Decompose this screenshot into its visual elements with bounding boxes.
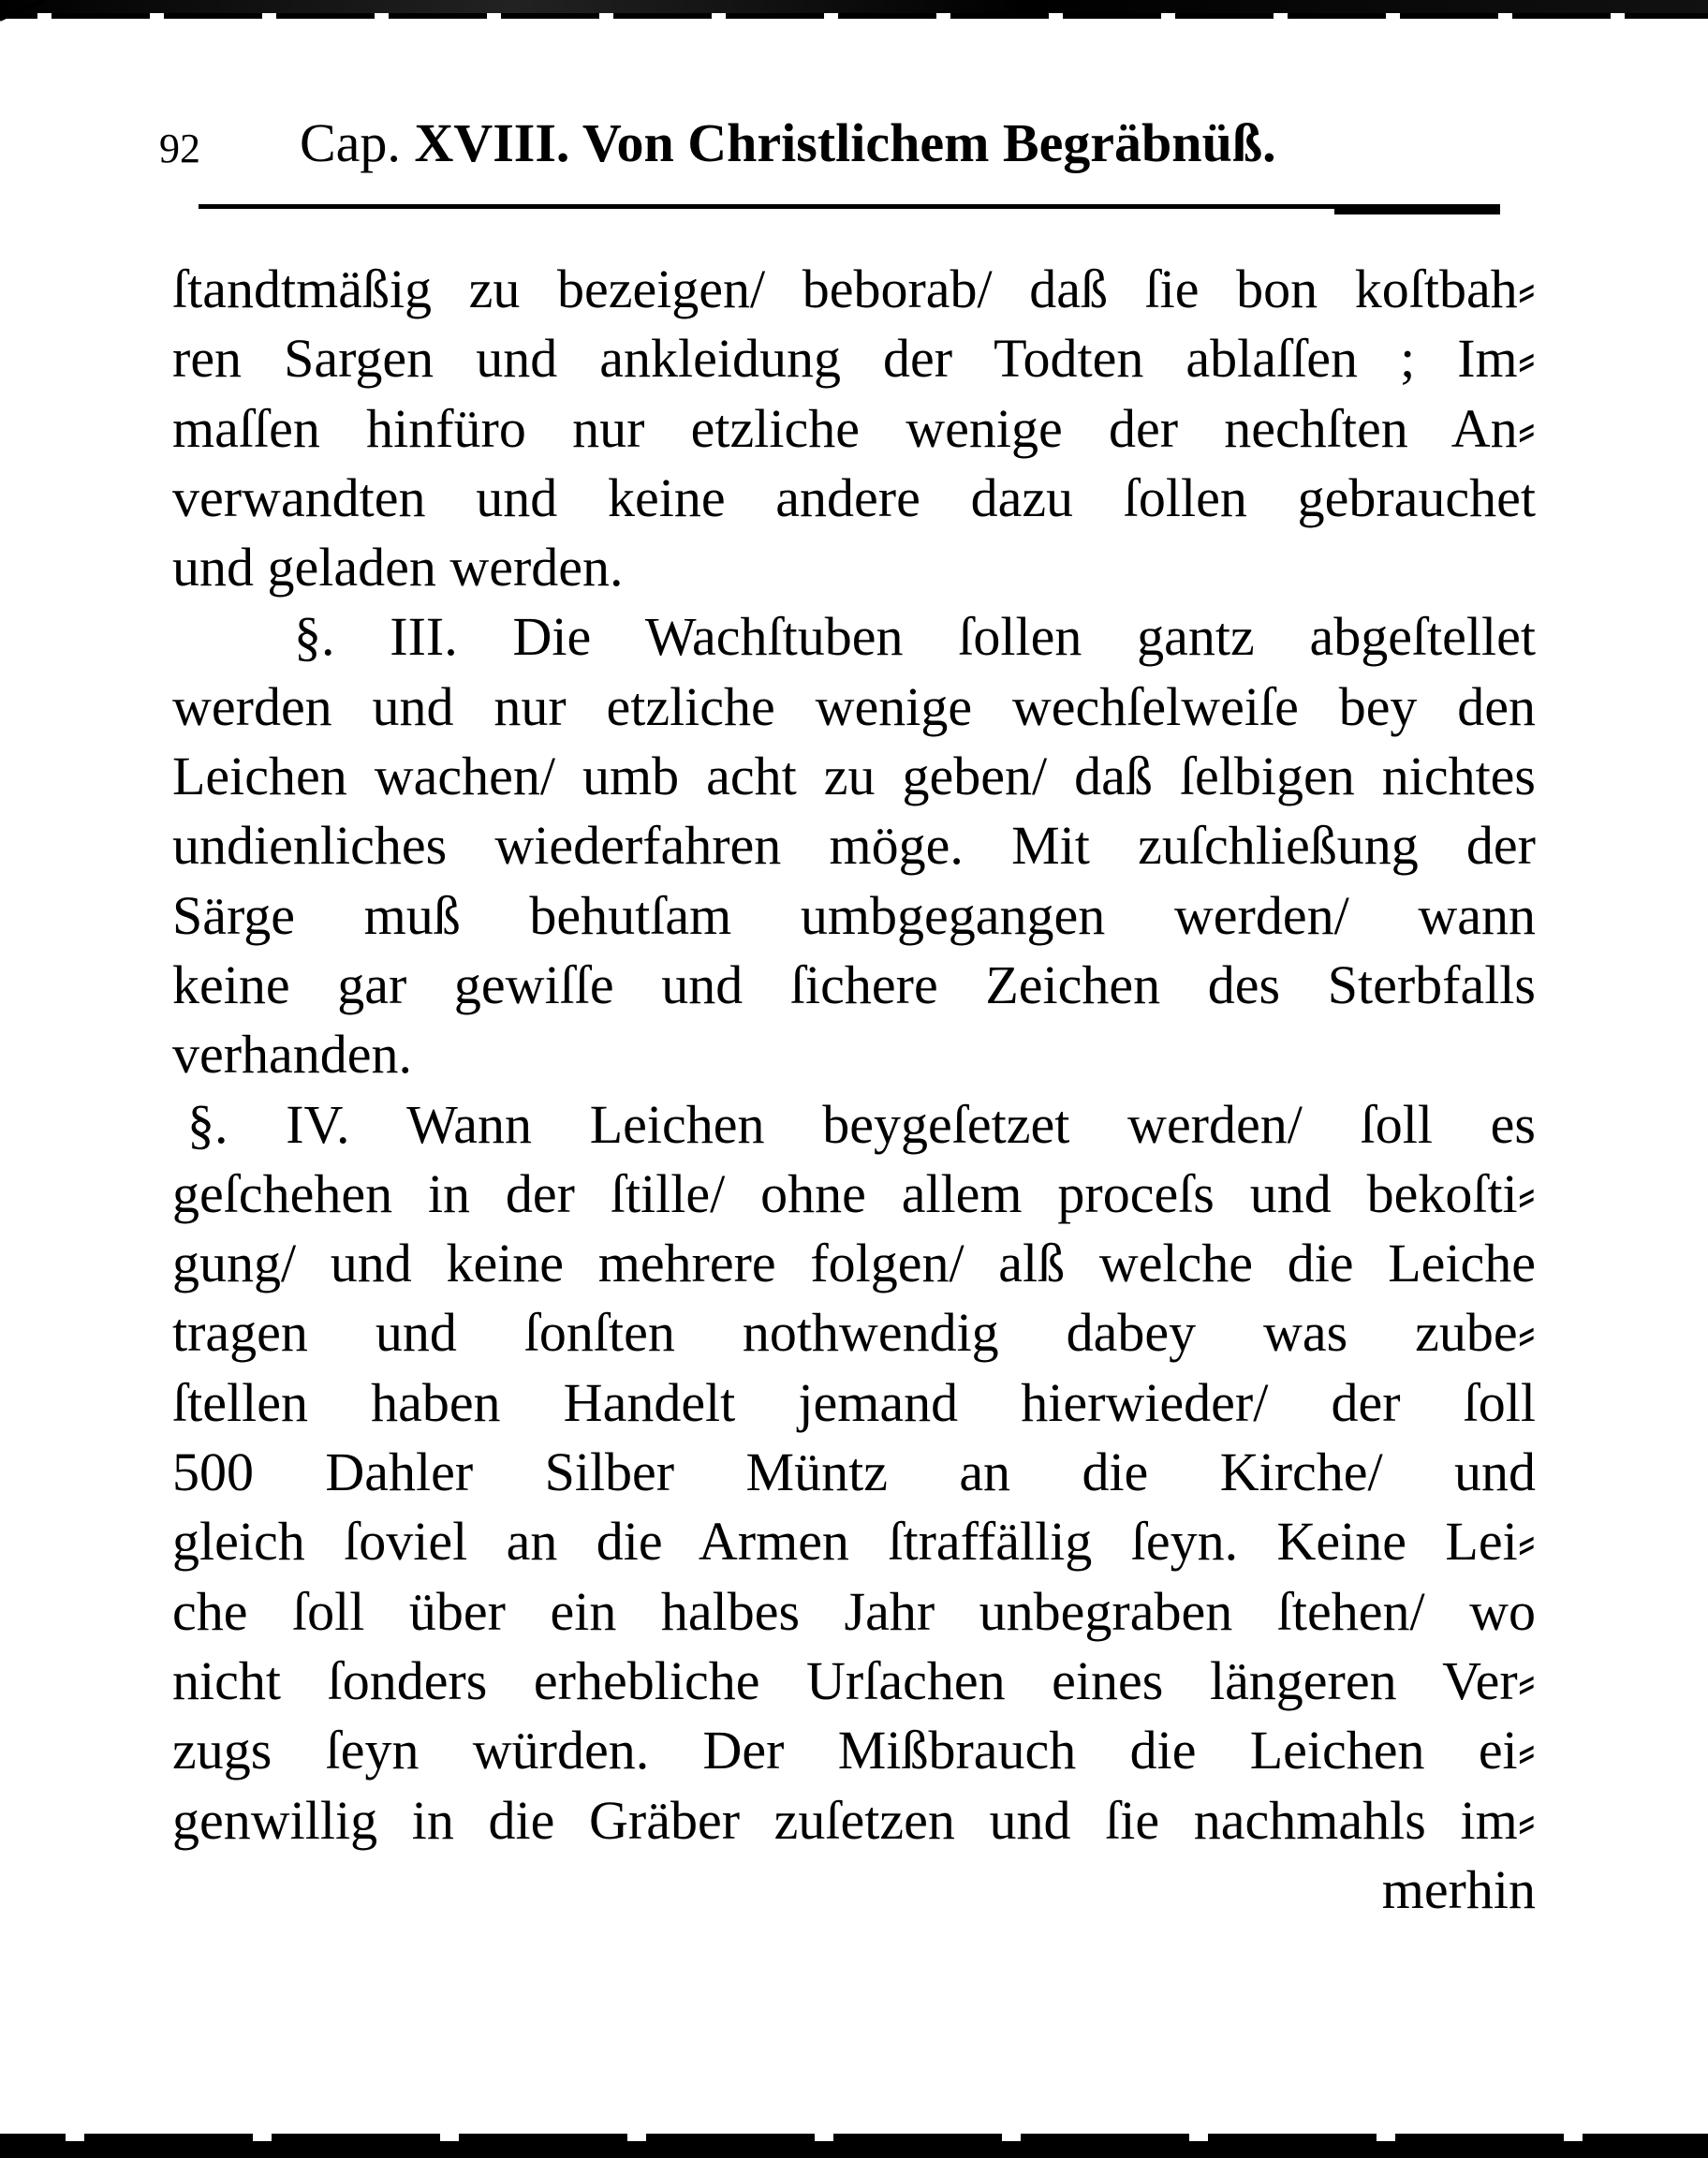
header-rule-end xyxy=(1334,208,1500,214)
scan-edge-top xyxy=(0,0,1708,13)
header-rule xyxy=(199,204,1500,209)
text-line: ſtellen haben Handelt jemand hierwieder/ der ſoll xyxy=(172,1371,1536,1433)
body-text xyxy=(172,255,1536,1925)
text-line: undienliches wiederfahren möge. Mit zuſchließung der xyxy=(172,815,1536,877)
running-title xyxy=(300,111,1276,176)
text-line: nicht ſonders erhebliche Urſachen eines längeren Ver⸗ xyxy=(172,1649,1536,1711)
scan-edge-bottom-noise xyxy=(0,2134,1708,2141)
text-line: verhanden. xyxy=(172,1024,413,1086)
chapter-label: Cap. xyxy=(300,112,401,173)
section-heading-line: §. III. Die Wachſtuben ſollen gantz abgeſtellet xyxy=(294,606,1536,668)
text-line: geſchehen in der ſtille/ ohne allem proceſs und bekoſti⸗ xyxy=(172,1162,1536,1224)
text-line: gung/ und keine mehrere folgen/ alß welche die Leiche xyxy=(172,1233,1536,1294)
chapter-number: XVIII. xyxy=(414,112,570,173)
page-number: 92 xyxy=(159,126,200,171)
chapter-title: Von Christlichem Begräbnüß. xyxy=(582,112,1276,173)
text-line: tragen und ſonſten nothwendig dabey was zube⸗ xyxy=(172,1302,1536,1364)
text-line: ren Sargen und ankleidung der Todten ablaſſen ; Im⸗ xyxy=(172,328,1536,390)
running-header xyxy=(159,111,1508,176)
text-line: 500 Dahler Silber Müntz an die Kirche/ und xyxy=(172,1441,1536,1503)
text-line: ſtandtmäßig zu bezeigen/ beborab/ daß ſie bon koſtbah⸗ xyxy=(172,259,1536,319)
text-line: maſſen hinfüro nur etzliche wenige der nechſten An⸗ xyxy=(172,397,1536,459)
text-line: werden und nur etzliche wenige wechſelweiſe bey den xyxy=(172,675,1536,737)
text-line: Leichen wachen/ umb acht zu geben/ daß ſelbigen nichtes xyxy=(172,746,1536,807)
scan-edge-top-noise xyxy=(0,13,1708,19)
text-line: verwandten und keine andere dazu ſollen gebrauchet xyxy=(172,466,1536,528)
text-line: genwillig in die Gräber zuſetzen und ſie nachmahls im⸗ xyxy=(172,1789,1536,1851)
text-line: Särge muß behutſam umbgegangen werden/ wann xyxy=(172,884,1536,946)
text-line: keine gar gewiſſe und ſichere Zeichen des Sterbfalls xyxy=(172,953,1536,1015)
scan-edge-bottom xyxy=(0,2141,1708,2158)
text-line: zugs ſeyn würden. Der Mißbrauch die Leichen ei⸗ xyxy=(172,1720,1536,1781)
text-line: gleich ſoviel an die Armen ſtraffällig ſeyn. Keine Lei⸗ xyxy=(172,1511,1536,1573)
section-heading-line: §. IV. Wann Leichen beygeſetzet werden/ ſoll es xyxy=(187,1093,1536,1155)
catchword: merhin xyxy=(1381,1858,1536,1920)
text-line: und geladen werden. xyxy=(172,537,624,599)
text-line: che ſoll über ein halbes Jahr unbegraben ſtehen/ wo xyxy=(172,1580,1536,1642)
